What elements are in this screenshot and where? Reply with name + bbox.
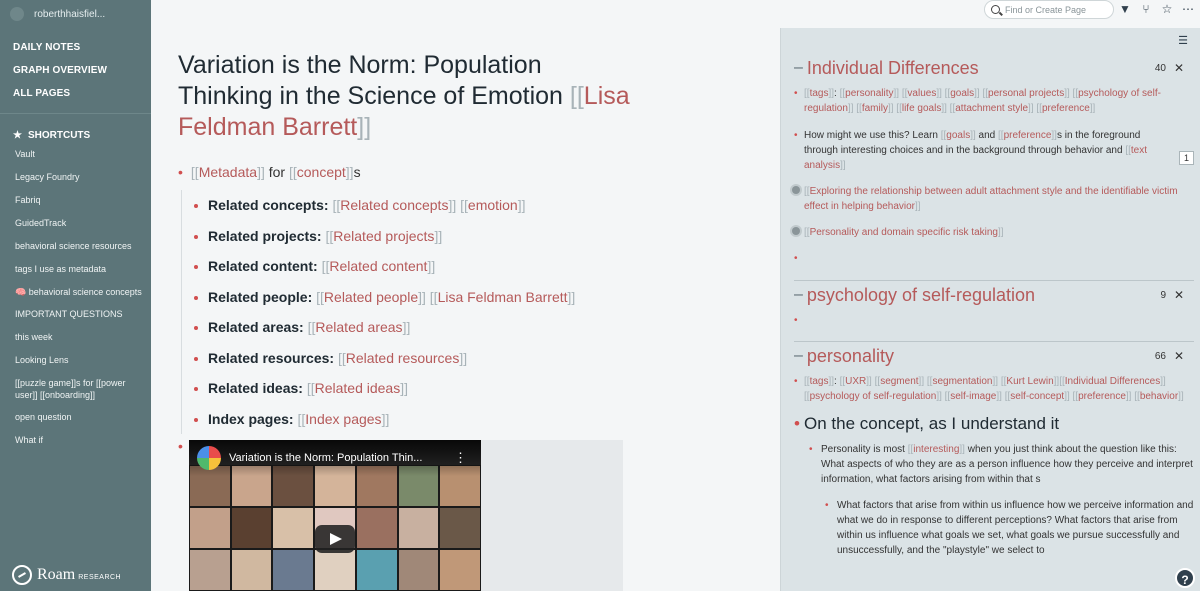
video-title[interactable]: Variation is the Norm: Population Thin... <box>229 452 423 464</box>
block-bullet[interactable]: • <box>809 444 813 455</box>
help-button[interactable]: ? <box>1175 568 1195 588</box>
page-ref[interactable]: segmentation <box>932 376 993 387</box>
block[interactable] <box>794 414 1194 434</box>
block-bullet[interactable] <box>194 418 198 422</box>
page-ref[interactable]: Related ideas <box>314 380 401 396</box>
shortcut-item[interactable]: tags I use as metadata <box>15 264 107 274</box>
shortcuts-header <box>0 114 151 146</box>
bracket: [[ <box>316 288 324 305</box>
shortcuts-title: SHORTCUTS <box>27 129 91 141</box>
page-ref[interactable]: tags <box>809 88 829 99</box>
related-label: Related areas: <box>208 319 304 335</box>
page-ref[interactable]: Related people <box>323 288 419 305</box>
search-icon <box>991 5 1000 14</box>
block[interactable]: • Personality is most [[interesting]] when you just think about the question like this: What aspects of who they are as a person influence how they perceive and interpret information, what factors arising from within that s <box>809 444 1193 485</box>
block[interactable]: [[Personality and domain specific risk taking]] <box>794 225 1194 240</box>
page-ref[interactable]: goals <box>946 130 971 141</box>
block-text: How might we use this? Learn <box>804 130 941 141</box>
page-ref[interactable]: goals <box>950 88 975 99</box>
close-icon[interactable]: ✕ <box>1173 61 1184 75</box>
shortcut-item[interactable]: behavioral science resources <box>15 241 132 251</box>
bracket: [[ <box>297 410 306 427</box>
shortcut-item[interactable]: Legacy Foundry <box>15 172 80 182</box>
block-bullet[interactable] <box>194 265 198 269</box>
bracket: [[ <box>190 164 199 180</box>
title-page-ref[interactable]: Lisa Feldman Barrett <box>178 82 630 141</box>
block-bullet[interactable]: • <box>794 253 798 264</box>
panel-section-individual-differences <box>794 56 1194 266</box>
nav-all-pages[interactable]: ALL PAGES <box>13 88 71 99</box>
close-icon[interactable]: ✕ <box>1173 349 1184 363</box>
related-block[interactable] <box>194 343 601 374</box>
page-ref[interactable]: Exploring the relationship between adult attachment style and the identifiable victim effect in helping behavior <box>804 186 1178 212</box>
shortcut-item[interactable]: this week <box>15 332 53 342</box>
empty-block[interactable] <box>794 251 1194 266</box>
more-icon[interactable]: ⋯ <box>1182 2 1194 16</box>
related-label: Related resources: <box>208 349 335 366</box>
bracket: ]] <box>459 349 468 366</box>
roam-logo-icon <box>12 565 32 585</box>
section-header <box>794 56 1194 80</box>
bracket: [[ <box>429 288 438 305</box>
block-bullet[interactable]: • <box>794 130 798 141</box>
bracket: [[ <box>325 227 334 244</box>
page-title[interactable] <box>178 50 638 143</box>
filter-icon[interactable]: ▼ <box>1119 2 1131 16</box>
related-block[interactable] <box>194 251 601 282</box>
page-ref[interactable]: Related concepts <box>340 197 449 213</box>
block-bullet[interactable]: • <box>794 88 798 99</box>
bracket: ]] <box>517 197 526 213</box>
bracket: ]] <box>434 227 443 244</box>
related-label: Related people: <box>208 288 313 305</box>
main-page <box>151 0 780 591</box>
shortcut-item[interactable]: [[puzzle game]]s for [[power user]] [[onboarding]] <box>15 378 126 400</box>
shortcut-item[interactable]: Fabriq <box>15 195 41 205</box>
user-menu[interactable] <box>0 0 151 28</box>
section-title[interactable]: Individual Differences <box>806 57 979 78</box>
brand-name: Roam <box>37 566 76 583</box>
bracket: [[ <box>288 164 297 180</box>
page-ref[interactable]: attachment style <box>955 103 1029 114</box>
page-ref[interactable]: Related resources <box>345 349 460 366</box>
block-bullet[interactable] <box>194 204 198 208</box>
page-ref[interactable]: Metadata <box>198 164 258 180</box>
more-vertical-icon[interactable]: ⋮ <box>454 450 467 465</box>
page-ref[interactable]: concept <box>296 164 346 180</box>
page-ref[interactable]: personality <box>845 88 894 99</box>
page-ref[interactable]: tags <box>809 376 829 387</box>
related-list <box>181 190 601 434</box>
block-bullet[interactable] <box>194 235 198 239</box>
bracket: ]] <box>381 410 390 427</box>
page-ref[interactable]: values <box>907 88 937 99</box>
right-sidebar <box>780 28 1200 591</box>
block-text: s in the foreground through interesting choices and in the background through behavior and <box>804 130 1141 156</box>
block-bullet[interactable] <box>194 387 198 391</box>
page-ref[interactable]: UXR <box>845 376 867 387</box>
page-ref[interactable]: psychology of self-regulation <box>809 391 937 402</box>
page-ref[interactable]: interesting <box>913 444 960 455</box>
page-ref[interactable]: life goals <box>901 103 942 114</box>
page-ref[interactable]: Personality and domain specific risk taking <box>809 227 998 238</box>
metadata-block[interactable] <box>178 164 361 180</box>
sidebar-nav <box>0 28 151 105</box>
bracket: [[ <box>337 349 346 366</box>
collapse-icon[interactable]: – <box>794 59 803 76</box>
related-block[interactable] <box>194 312 601 343</box>
bracket: [[ <box>804 88 810 99</box>
page-ref[interactable]: Related projects <box>333 227 435 244</box>
shortcut-item[interactable]: GuidedTrack <box>15 218 67 228</box>
star-icon[interactable]: ☆ <box>1161 2 1173 16</box>
youtube-embed[interactable] <box>189 440 481 591</box>
reference-count: 9 <box>1160 289 1166 301</box>
related-label: Related ideas: <box>208 380 303 396</box>
bracket: ]] <box>567 288 576 305</box>
block-text: and <box>975 130 999 141</box>
avatar <box>10 7 24 21</box>
block-text: Personality is most <box>821 444 908 455</box>
collapse-icon[interactable]: – <box>794 347 803 364</box>
related-label: Related content: <box>208 258 318 274</box>
collapsed-bullet[interactable] <box>792 227 800 235</box>
page-ref[interactable]: preference <box>1078 391 1126 402</box>
block-text: when you just think about the question like this: What aspects of who they are as a person influence how they perceive and interpret information, what factors arising from within that s <box>821 444 1193 485</box>
block-bullet[interactable]: • <box>178 438 183 454</box>
video-block <box>189 440 623 591</box>
empty-block[interactable] <box>794 313 1194 328</box>
section-header <box>794 283 1194 307</box>
bracket: [[ <box>307 319 316 335</box>
shortcuts-list <box>0 146 151 446</box>
bracket: ]] <box>257 164 265 180</box>
page-ref[interactable]: segment <box>880 376 919 387</box>
page-ref[interactable]: self-concept <box>1010 391 1065 402</box>
block[interactable] <box>794 498 1194 558</box>
shortcut-item[interactable]: IMPORTANT QUESTIONS <box>15 309 123 319</box>
page-ref[interactable]: Related content <box>329 258 428 274</box>
block-bullet[interactable]: • <box>794 315 798 326</box>
page-ref[interactable]: Lisa Feldman Barrett <box>437 288 568 305</box>
bracket: ]] <box>402 319 411 335</box>
title-text: Variation is the Norm: Population Thinking in the Science of Emotion <box>178 51 570 110</box>
close-icon[interactable]: ✕ <box>1173 288 1184 302</box>
user-name: roberthhaisfiel... <box>34 8 106 20</box>
block-bullet[interactable]: • <box>825 500 829 511</box>
video-header <box>189 440 481 476</box>
page-ref[interactable]: preference <box>1041 103 1090 114</box>
shortcut-item[interactable]: Vault <box>15 149 35 159</box>
collapse-icon[interactable]: – <box>794 286 803 303</box>
related-label: Related projects: <box>208 227 322 244</box>
page-ref[interactable]: preference <box>1003 130 1052 141</box>
page-ref[interactable]: personal projects <box>988 88 1065 99</box>
related-block[interactable] <box>194 404 601 435</box>
section-divider <box>794 280 1194 281</box>
block-bullet[interactable]: • <box>794 376 798 387</box>
bracket: ]] <box>828 88 835 99</box>
reference-count: 40 <box>1154 62 1166 74</box>
shortcut-item[interactable]: Looking Lens <box>15 355 69 365</box>
page-ref[interactable]: Individual Differences <box>1064 376 1161 387</box>
section-header <box>794 344 1194 368</box>
block-bullet[interactable] <box>194 296 198 300</box>
page-ref[interactable]: text analysis <box>804 145 1148 171</box>
block-bullet[interactable]: • <box>178 164 183 180</box>
left-sidebar <box>0 0 151 591</box>
bracket: [[ <box>569 82 584 110</box>
block-heading: On the concept, as I understand it <box>804 414 1060 433</box>
shortcut-item[interactable]: What if <box>15 435 44 445</box>
page-ref[interactable]: Related areas <box>315 319 403 335</box>
page-ref[interactable]: psychology of self-regulation <box>804 88 1161 114</box>
block[interactable]: • How might we use this? Learn [[goals]] and [[preference]]s in the foreground through interesting choices and in the background through behavior and [[text analysis]] <box>794 130 1148 171</box>
block[interactable]: • [[tags]]: [[personality]] [[values]] [[goals]] [[personal projects]] [[psychology of self-regulation]] [[family]] [[life goals]] [[attachment style]] [[preference]] <box>794 88 1161 114</box>
roam-logo <box>12 565 121 585</box>
page-ref[interactable]: behavior <box>1139 391 1179 402</box>
search-bar[interactable] <box>984 0 1114 19</box>
nav-graph-overview[interactable]: GRAPH OVERVIEW <box>13 65 108 76</box>
search-input[interactable] <box>1005 5 1105 15</box>
brand-sub: RESEARCH <box>78 573 122 581</box>
bracket: [[ <box>332 197 341 213</box>
section-title[interactable]: psychology of self-regulation <box>806 284 1036 305</box>
bracket: ]] <box>448 197 457 213</box>
bracket: [[ <box>460 197 468 213</box>
page-ref[interactable]: Index pages <box>305 410 382 427</box>
panel-section-self-regulation <box>794 283 1194 328</box>
bracket: [[ <box>321 258 330 274</box>
related-block[interactable] <box>194 282 601 313</box>
related-label: Related concepts: <box>208 197 329 213</box>
page-ref[interactable]: emotion <box>467 197 518 213</box>
channel-logo-icon <box>197 446 221 470</box>
block-text: What factors that arise from within us influence how we perceive information and what we do in response to different perceptions? What factors that arise from within us influence what goals we set, what goals we pursue successfully and unsuccessfully, and the "playstyle" we select to <box>837 500 1194 556</box>
page-ref[interactable]: Kurt Lewin <box>1006 376 1054 387</box>
block-bullet[interactable] <box>194 357 198 361</box>
meta-text: for <box>264 164 289 180</box>
bracket: [[ <box>306 380 315 396</box>
related-block[interactable] <box>194 373 601 404</box>
related-block[interactable] <box>194 190 601 221</box>
star-icon: ★ <box>13 129 22 141</box>
bracket: ]] <box>418 288 426 305</box>
block[interactable]: • [[tags]]: [[UXR]] [[segment]] [[segmentation]] [[Kurt Lewin]][[Individual Differences]] [[psychology of self-regulation]] [[self-image]] [[self-concept]] [[preference]] [[behavior]] <box>794 376 1184 402</box>
block-bullet[interactable] <box>194 326 198 330</box>
related-block[interactable] <box>194 221 601 252</box>
bracket: ]] <box>427 258 436 274</box>
block[interactable]: [[Exploring the relationship between adult attachment style and the identifiable victim effect in helping behavior]] <box>794 184 1194 214</box>
bracket: ]] <box>345 164 354 180</box>
section-divider <box>794 341 1194 342</box>
panel-menu-icon[interactable]: ☰ <box>1178 35 1188 47</box>
play-button[interactable] <box>315 525 355 553</box>
related-label: Index pages: <box>208 410 294 427</box>
top-toolbar <box>1118 2 1195 16</box>
panel-section-personality <box>794 344 1194 558</box>
bracket: ]] <box>357 113 372 141</box>
block-ref-count[interactable]: 1 <box>1179 151 1194 165</box>
page-ref[interactable]: self-image <box>950 391 997 402</box>
block-bullet[interactable]: • <box>794 414 800 433</box>
shortcut-item[interactable]: 🧠 behavioral science concepts <box>15 287 142 297</box>
collapsed-bullet[interactable] <box>792 186 800 194</box>
nav-daily-notes[interactable]: DAILY NOTES <box>13 42 81 53</box>
meta-text: s <box>353 164 361 180</box>
section-title[interactable]: personality <box>806 345 894 366</box>
graph-icon[interactable]: ⑂ <box>1142 2 1150 16</box>
page-ref[interactable]: family <box>861 103 888 114</box>
shortcut-item[interactable]: open question <box>15 412 72 422</box>
bracket: ]] <box>400 380 409 396</box>
reference-count: 66 <box>1154 350 1166 362</box>
